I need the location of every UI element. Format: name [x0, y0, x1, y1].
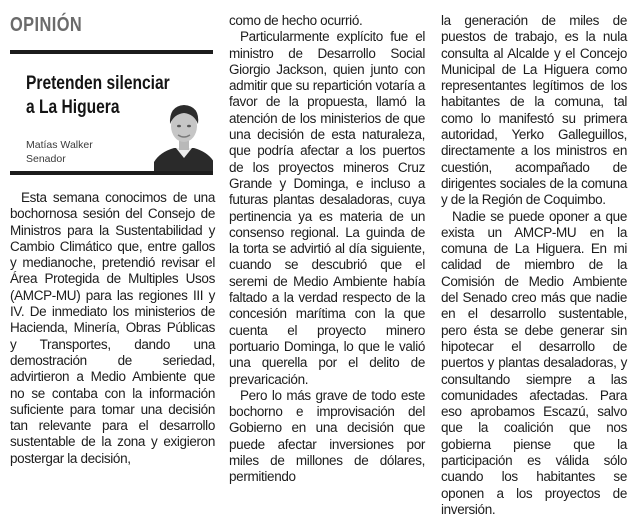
paragraph-continued: como de hecho ocurrió.: [229, 13, 363, 28]
article-title-line-1: Pretenden silenciar: [26, 73, 170, 94]
paragraph: Nadie se puede oponer a que exista un AMCP-MU en la comuna de La Higuera. En mi calidad de miembro de la Comisión de Medio Ambiente del Senado creo más que nadie en el desarrollo sustentable, pero ésta se debe generar sin hipotecar el desarrollo de puertos y plantas desaladoras, y consultando siempre a las comunidades afectadas. Para eso aprobamos Escazú, salvo que la coalición que nos gobierna piense que la participación es válida sólo cuando los habitantes se oponen a los proyectos de inversión.: [441, 208, 627, 517]
paragraph: Pero lo más grave de todo este bochorno e improvisación del Gobierno en una decisión que puede afectar inversiones por miles de millones de dólares, permitiendo: [229, 387, 425, 485]
author-role: Senador: [26, 153, 66, 165]
headline-box: [10, 50, 213, 175]
paragraph: Particularmente explícito fue el ministro de Desarrollo Social Giorgio Jackson, quien junto con admitir que su repartición votaría a favor de la propuesta, llamó la atención de los ministerios de que una decisión de esta naturaleza, que podría afectar a los puertos de los proyectos mineros Cruz Grande y Dominga, e incluso a futuras plantas desaladoras, cuya pertinencia ya es materia de un consenso regional. La guinda de la torta se advirtió al día siguiente, cuando se descubrió que el seremi de Medio Ambiente había faltado a la verdad respecto de la concesión marítima con la que cuenta el proyecto minero portuario Dominga, lo que le valió una querella por el delito de prevaricación.: [229, 29, 425, 387]
section-label: OPINIÓN: [10, 14, 83, 36]
column-3: [441, 13, 627, 518]
column-1: [10, 190, 215, 467]
article-title: [26, 72, 174, 120]
author-name: Matías Walker: [26, 139, 93, 151]
paragraph-continued: la generación de miles de puestos de trabajo, es la nula consulta al Alcalde y el Concejo Municipal de La Higuera como representantes legítimos de los habitantes de la comuna, tal como lo manifestó su primera autoridad, Yerko Galleguillos, directamente a los ministros en cuestión, acompañado de dirigentes sociales de la comuna y de la Región de Coquimbo.: [441, 13, 627, 208]
author-byline: [26, 138, 93, 166]
author-portrait: [154, 96, 213, 175]
article-title-line-2: a La Higuera: [26, 97, 120, 118]
paragraph: Esta semana conocimos de una bochornosa sesión del Consejo de Ministros para la Sustentabilidad y Cambio Climático que, entre gallos y medianoche, pretendió revisar el Área Protegida de Multiples Usos (AMCP-MU) para las regiones III y IV. De inmediato los ministerios de Hacienda, Minería, Obras Públicas y Transportes, dando una demostración de seriedad, advirtieron a Medio Ambiente que no se contaba con la información suficiente para tomar una decisión tan relevante para el desarrollo sustentable de la zona y exigieron postergar la decisión,: [10, 190, 215, 466]
column-2: [229, 13, 425, 486]
